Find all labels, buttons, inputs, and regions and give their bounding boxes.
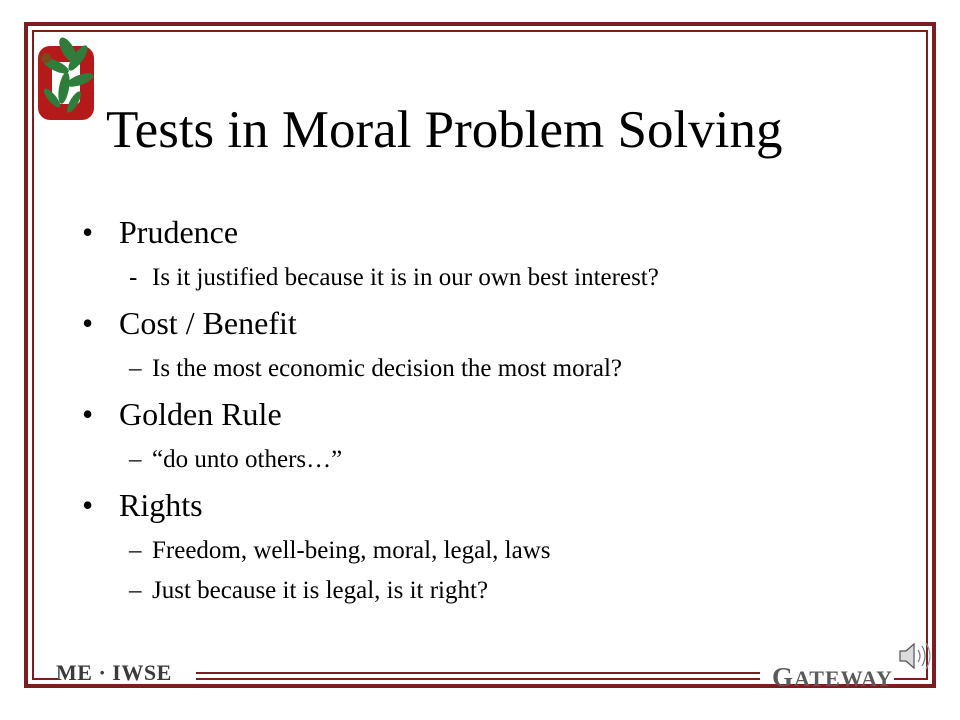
slide-title: Tests in Moral Problem Solving bbox=[106, 101, 783, 159]
sub-bullet-item bbox=[82, 354, 902, 394]
sub-bullet-item bbox=[82, 536, 902, 576]
bullet-text: Cost / Benefit bbox=[119, 305, 297, 341]
ohio-state-block-o-logo bbox=[34, 36, 104, 124]
bullet-marker: • bbox=[82, 214, 94, 250]
dash-marker: - bbox=[129, 264, 138, 291]
gateway-initial: G bbox=[772, 662, 795, 692]
sub-bullet-text: Just because it is legal, is it right? bbox=[152, 577, 489, 604]
bullet-text: Rights bbox=[119, 487, 203, 523]
bullet-item-rights bbox=[82, 485, 902, 536]
footer-me-iwse-label: ME · IWSE bbox=[56, 660, 172, 685]
bullet-list bbox=[82, 212, 902, 616]
gateway-rest: ATEWAY bbox=[794, 666, 893, 691]
dash-marker: – bbox=[129, 537, 142, 564]
sub-bullet-item bbox=[82, 576, 902, 616]
bullet-text: Golden Rule bbox=[119, 396, 282, 432]
sub-bullet-text: “do unto others…” bbox=[152, 446, 343, 473]
bullet-marker: • bbox=[82, 396, 94, 432]
bullet-text: Prudence bbox=[119, 214, 239, 250]
speaker-icon[interactable] bbox=[896, 638, 936, 674]
bullet-item-golden-rule bbox=[82, 394, 902, 445]
sub-bullet-item bbox=[82, 263, 902, 303]
bullet-item-cost-benefit bbox=[82, 303, 902, 354]
bullet-marker: • bbox=[82, 487, 94, 523]
dash-marker: – bbox=[129, 577, 142, 604]
sub-bullet-text: Is it justified because it is in our own best interest? bbox=[152, 264, 659, 291]
dash-marker: – bbox=[129, 446, 142, 473]
sub-bullet-item bbox=[82, 445, 902, 485]
bullet-marker: • bbox=[82, 305, 94, 341]
bullet-item-prudence bbox=[82, 212, 902, 263]
sub-bullet-text: Is the most economic decision the most moral? bbox=[152, 355, 623, 382]
sub-bullet-text: Freedom, well-being, moral, legal, laws bbox=[152, 537, 551, 564]
footer-gateway-label bbox=[772, 662, 893, 693]
dash-marker: – bbox=[129, 355, 142, 382]
